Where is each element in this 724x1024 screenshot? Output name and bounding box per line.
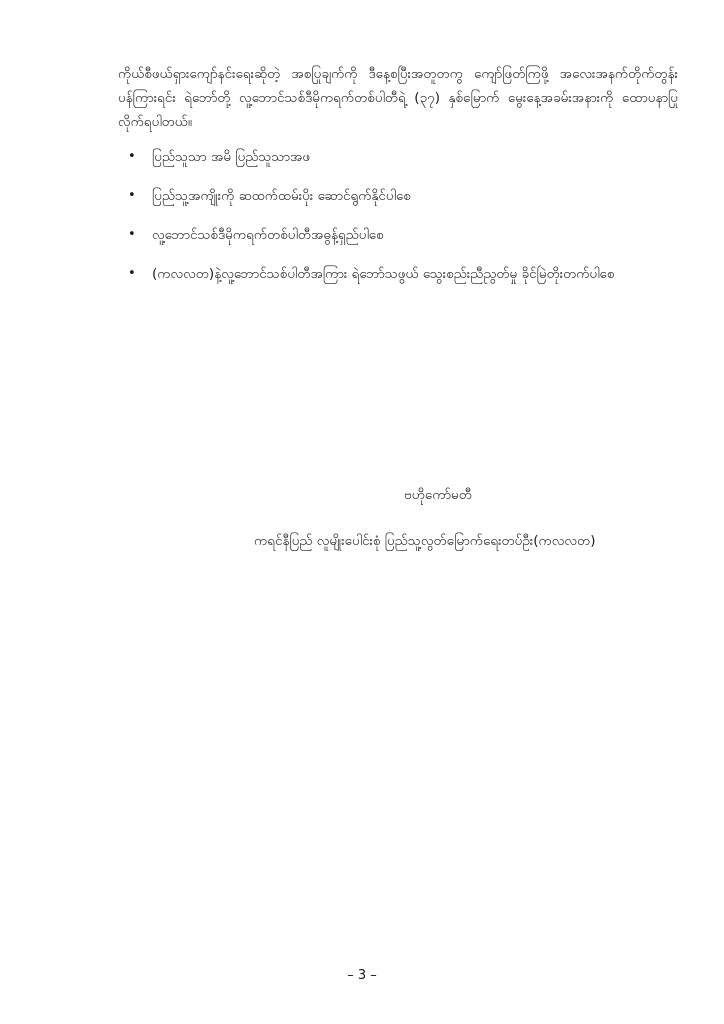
bullet-text: လူ့ဘောင်သစ်ဒီမိုကရက်တစ်ပါတီအဓွန့်ရှည်ပါစေ [152,227,384,243]
intro-paragraph: ကိုယ်စီဖယ်ရှားကျော်နင်းရေးဆိုတဲ့ အစပြုချက်ကို ဒီနေ့စပြီးအတူတကွ ကျော်ဖြတ်ကြဖို့ အလေးအနက်တိုက်တွန်းပန်ကြားရင်း ရဲဘော်တို့ လူ့ဘောင်သစ်ဒီမိုကရက်တစ်ပါတီရဲ့ (၃၇) နှစ်မြောက် မွေးနေ့အခမ်းအနားကို ထောပနာပြုလိုက်ရပါတယ်။ [118,66,678,130]
bullet-dot-icon: • [128,266,136,281]
bullet-dot-icon: • [128,227,136,242]
page-number: – 3 – [347,968,377,983]
signature-date: ဗဟိုကော်မတီ [404,487,472,503]
bullet-list [118,146,678,302]
bullet-item [118,263,678,285]
bullet-item [118,185,678,207]
bullet-dot-icon: • [128,149,136,164]
bullet-item [118,146,678,168]
signature-organization: ကရင်နီပြည် လူမျိုးပေါင်းစုံ ပြည်သူ့လွတ်မြောက်ရေးတပ်ဦး(ကလလတ) [254,533,596,549]
bullet-item [118,224,678,246]
bullet-text: ပြည်သူသာ အမိ ပြည်သူသာအဖ [152,149,311,165]
bullet-dot-icon: • [128,188,136,203]
bullet-text: ပြည်သူ့အကျိုးကို ဆထက်ထမ်းပိုး ဆောင်ရွက်နိုင်ပါစေ [152,188,411,204]
bullet-text: (ကလလတ)နဲ့လူ့ဘောင်သစ်ပါတီအကြား ရဲဘော်သဖွယ် သွေးစည်းညီညွတ်မှု ခိုင်မြဲတိုးတက်ပါစေ [152,266,615,282]
